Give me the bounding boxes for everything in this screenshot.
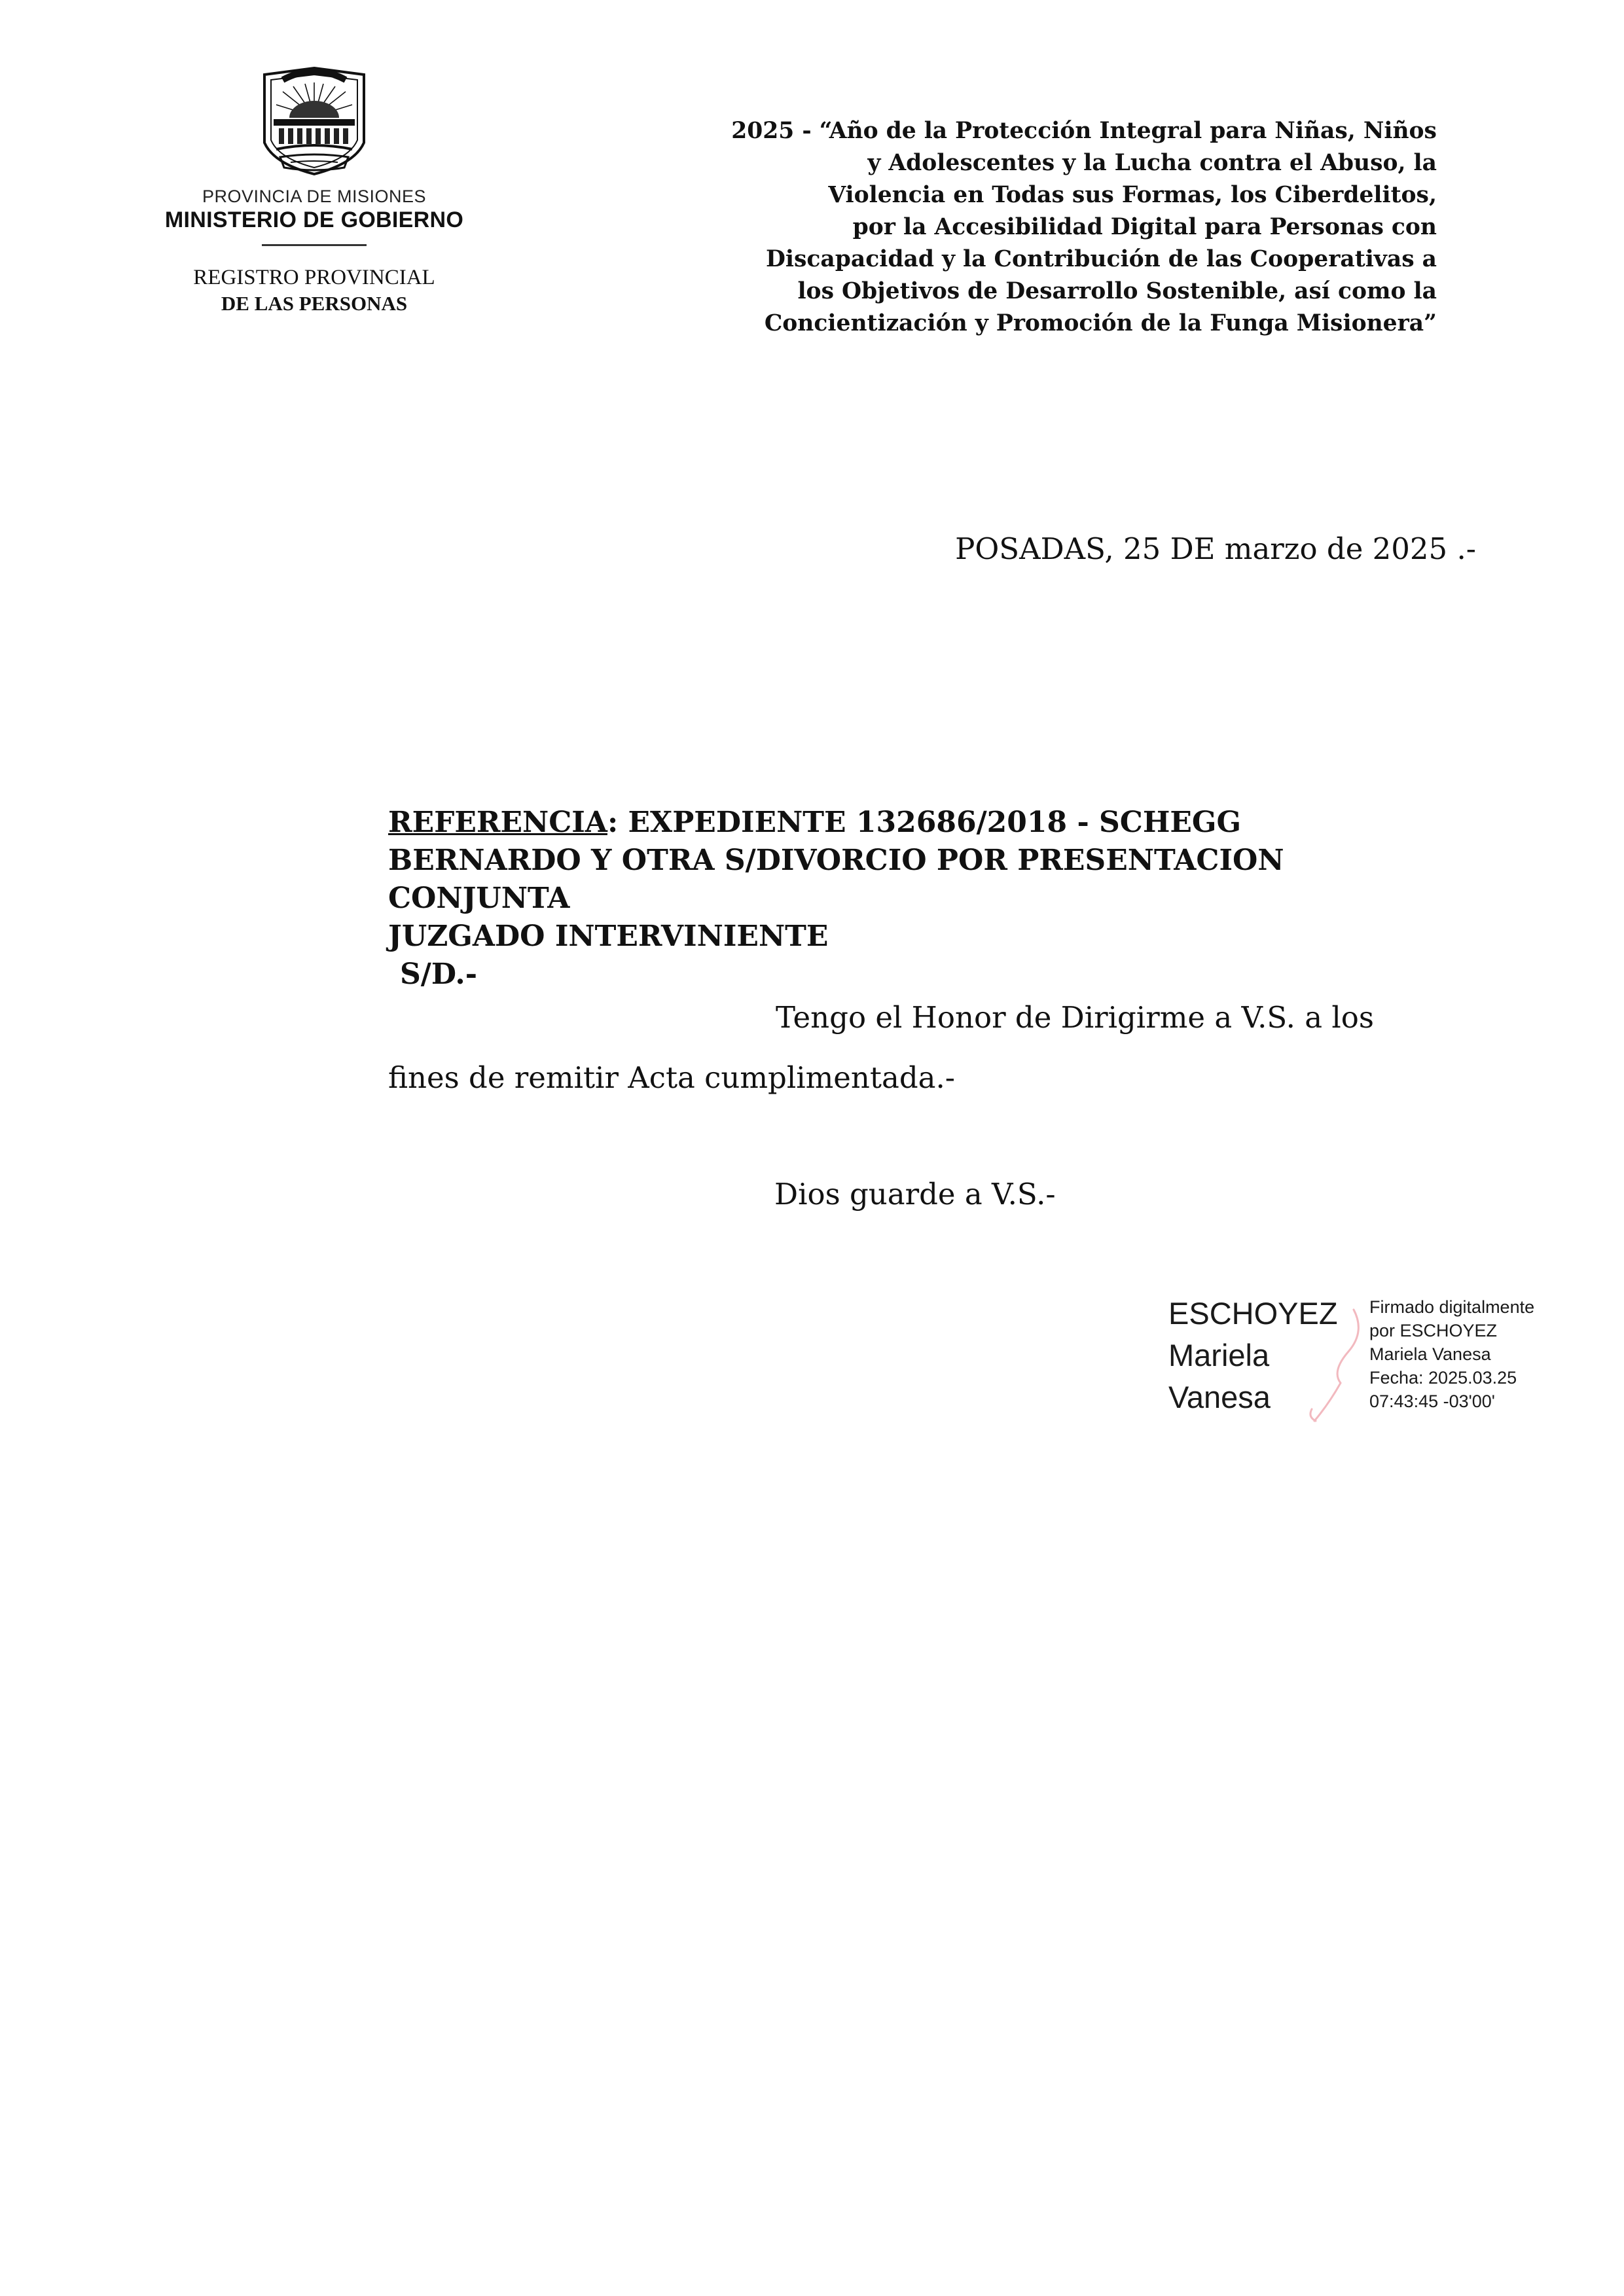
- date-line: POSADAS, 25 DE marzo de 2025 .-: [955, 531, 1476, 566]
- signature-detail-line: Firmado digitalmente: [1369, 1297, 1535, 1317]
- reference-expediente: : EXPEDIENTE 132686/2018 - SCHEGG: [607, 806, 1242, 839]
- registry-name: [160, 265, 468, 315]
- motto-line: por la Accesibilidad Digital para Personas con: [852, 214, 1437, 240]
- reference-line-2: BERNARDO Y OTRA S/DIVORCIO POR PRESENTACION: [388, 844, 1284, 877]
- signature-detail-line: Mariela Vanesa: [1369, 1344, 1491, 1364]
- signer-name-line: ESCHOYEZ: [1168, 1296, 1338, 1331]
- signature-watermark-icon: [1303, 1306, 1375, 1424]
- digital-signature: [1168, 1293, 1574, 1433]
- registry-line-1: REGISTRO PROVINCIAL: [193, 266, 435, 289]
- sd-line: S/D.-: [400, 958, 478, 991]
- registry-line-2: DE LAS PERSONAS: [221, 291, 408, 315]
- signature-detail-line: Fecha: 2025.03.25: [1369, 1368, 1517, 1388]
- reference-block: [388, 804, 1409, 994]
- reference-line-1: [388, 804, 1409, 842]
- provincial-crest-logo: [257, 65, 372, 177]
- signature-detail-line: por ESCHOYEZ: [1369, 1321, 1498, 1340]
- ministry-divider: [262, 244, 367, 246]
- motto-line: Concientización y Promoción de la Funga Misionera”: [764, 310, 1437, 336]
- motto-line: Violencia en Todas sus Formas, los Ciberdelitos,: [828, 182, 1437, 208]
- court-line: JUZGADO INTERVINIENTE: [388, 920, 829, 953]
- signer-name-line: Vanesa: [1168, 1380, 1271, 1414]
- motto-line: Discapacidad y la Contribución de las Cooperativas a: [765, 246, 1437, 272]
- ministry-name: MINISTERIO DE GOBIERNO: [164, 207, 464, 233]
- body-paragraph-line-1: Tengo el Honor de Dirigirme a V.S. a los: [776, 1000, 1374, 1035]
- reference-line-3: CONJUNTA: [388, 882, 570, 915]
- closing-line: Dios guarde a V.S.-: [774, 1177, 1056, 1211]
- province-name: PROVINCIA DE MISIONES: [202, 187, 427, 206]
- signature-details: [1369, 1295, 1534, 1413]
- motto-line: los Objetivos de Desarrollo Sostenible, así como la: [797, 278, 1437, 304]
- signature-detail-line: 07:43:45 -03'00': [1369, 1391, 1495, 1411]
- signer-name-line: Mariela: [1168, 1338, 1270, 1372]
- motto-line: 2025 - “Año de la Protección Integral para Niñas, Niños: [731, 118, 1437, 144]
- reference-label: REFERENCIA: [388, 806, 607, 839]
- ministry-block: [160, 186, 468, 246]
- year-motto: [628, 115, 1437, 340]
- body-paragraph-line-2: fines de remitir Acta cumplimentada.-: [388, 1060, 955, 1095]
- motto-line: y Adolescentes y la Lucha contra el Abuso, la: [867, 150, 1437, 176]
